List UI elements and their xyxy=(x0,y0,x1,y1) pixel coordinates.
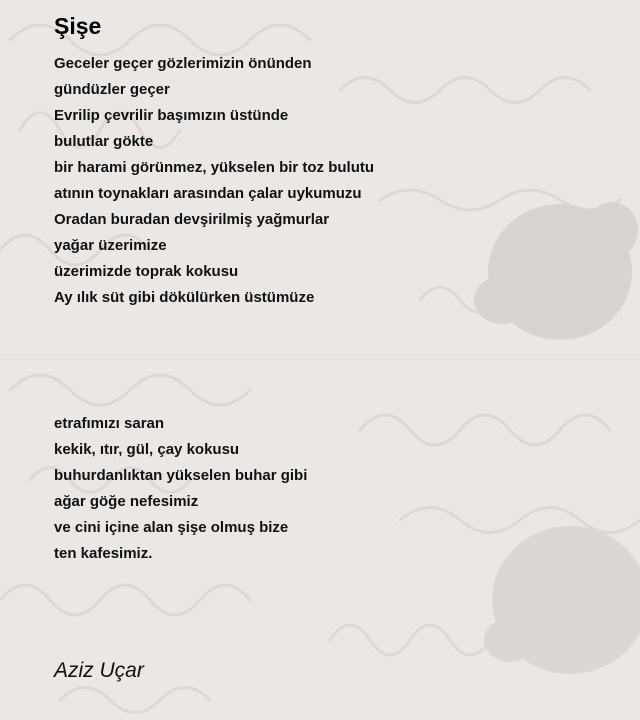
poem-line: kekik, ıtır, gül, çay kokusu xyxy=(54,441,240,458)
poem-line: ağar göğe nefesimiz xyxy=(54,493,199,510)
poem-line: ten kafesimiz. xyxy=(54,545,153,562)
poem-line: bulutlar gökte xyxy=(54,133,154,150)
poem-author: Aziz Uçar xyxy=(54,659,144,682)
poem-line: ve cini içine alan şişe olmuş bize xyxy=(54,519,289,536)
poem-line: Evrilip çevrilir başımızın üstünde xyxy=(54,107,289,124)
poem-line: buhurdanlıktan yükselen buhar gibi xyxy=(54,467,308,484)
poem-body xyxy=(54,12,614,567)
poem-line: Oradan buradan devşirilmiş yağmurlar xyxy=(54,211,330,228)
poem-line: Ay ılık süt gibi dökülürken üstümüze xyxy=(54,289,315,306)
poem-line: Geceler geçer gözlerimizin önünden xyxy=(54,55,312,72)
poem-title: Şişe xyxy=(54,13,102,39)
stanza-1 xyxy=(54,51,614,311)
poem-line: atının toynakları arasından çalar uykumuzu xyxy=(54,185,362,202)
stanza-2 xyxy=(54,411,614,567)
poem-line: üzerimizde toprak kokusu xyxy=(54,263,239,280)
poem-line: gündüzler geçer xyxy=(54,81,170,98)
poem-line: bir harami görünmez, yükselen bir toz bulutu xyxy=(54,159,375,176)
poem-line: yağar üzerimize xyxy=(54,237,167,254)
poem-line: etrafımızı saran xyxy=(54,415,165,432)
